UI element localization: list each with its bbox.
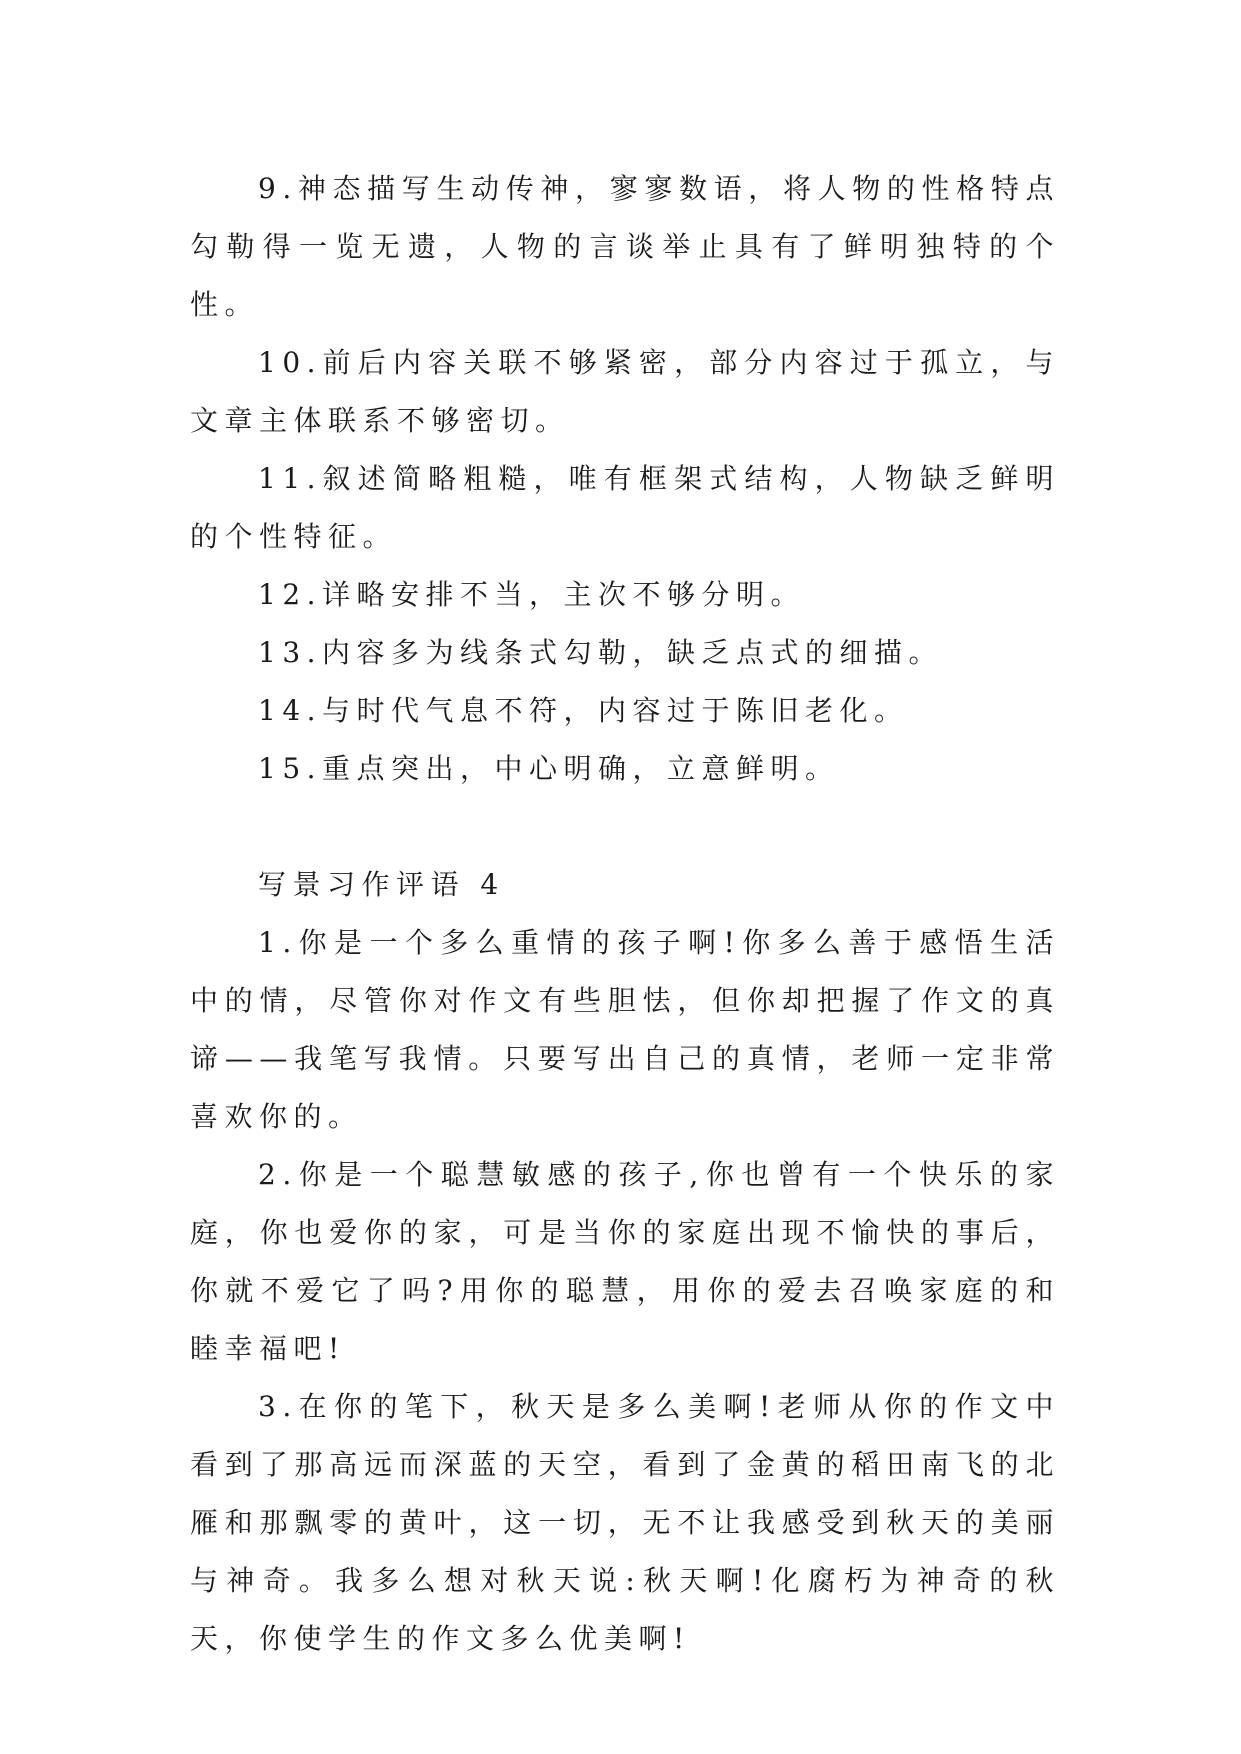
comment-item-9: 9.神态描写生动传神，寥寥数语，将人物的性格特点勾勒得一览无遗，人物的言谈举止具有了鲜明独特的个性。 — [190, 172, 1060, 321]
comment-item-10: 10.前后内容关联不够紧密，部分内容过于孤立，与文章主体联系不够密切。 — [190, 346, 1060, 437]
comment-item-15: 15.重点突出，中心明确，立意鲜明。 — [258, 752, 840, 785]
comment-item-3: 3.在你的笔下，秋天是多么美啊!老师从你的作文中看到了那高远而深蓝的天空，看到了金黄的稻田南飞的北雁和那飘零的黄叶，这一切，无不让我感受到秋天的美丽与神奇。我多么想对秋天说:秋天啊!化腐朽为神奇的秋天，你使学生的作文多么优美啊! — [190, 1390, 1060, 1655]
comment-item-14: 14.与时代气息不符，内容过于陈旧老化。 — [258, 694, 909, 727]
comment-item-12: 12.详略安排不当，主次不够分明。 — [258, 578, 806, 611]
comment-item-2: 2.你是一个聪慧敏感的孩子,你也曾有一个快乐的家庭，你也爱你的家，可是当你的家庭出现不愉快的事后，你就不爱它了吗?用你的聪慧，用你的爱去召唤家庭的和睦幸福吧! — [190, 1158, 1060, 1365]
comment-item-1: 1.你是一个多么重情的孩子啊!你多么善于感悟生活中的情，尽管你对作文有些胆怯，但你却把握了作文的真谛——我笔写我情。只要写出自己的真情，老师一定非常喜欢你的。 — [190, 926, 1060, 1133]
section-heading: 写景习作评语 4 — [258, 868, 505, 901]
comment-item-11: 11.叙述简略粗糙，唯有框架式结构，人物缺乏鲜明的个性特征。 — [190, 462, 1060, 553]
comment-item-13: 13.内容多为线条式勾勒，缺乏点式的细描。 — [258, 636, 944, 669]
document-body — [190, 160, 1060, 1668]
